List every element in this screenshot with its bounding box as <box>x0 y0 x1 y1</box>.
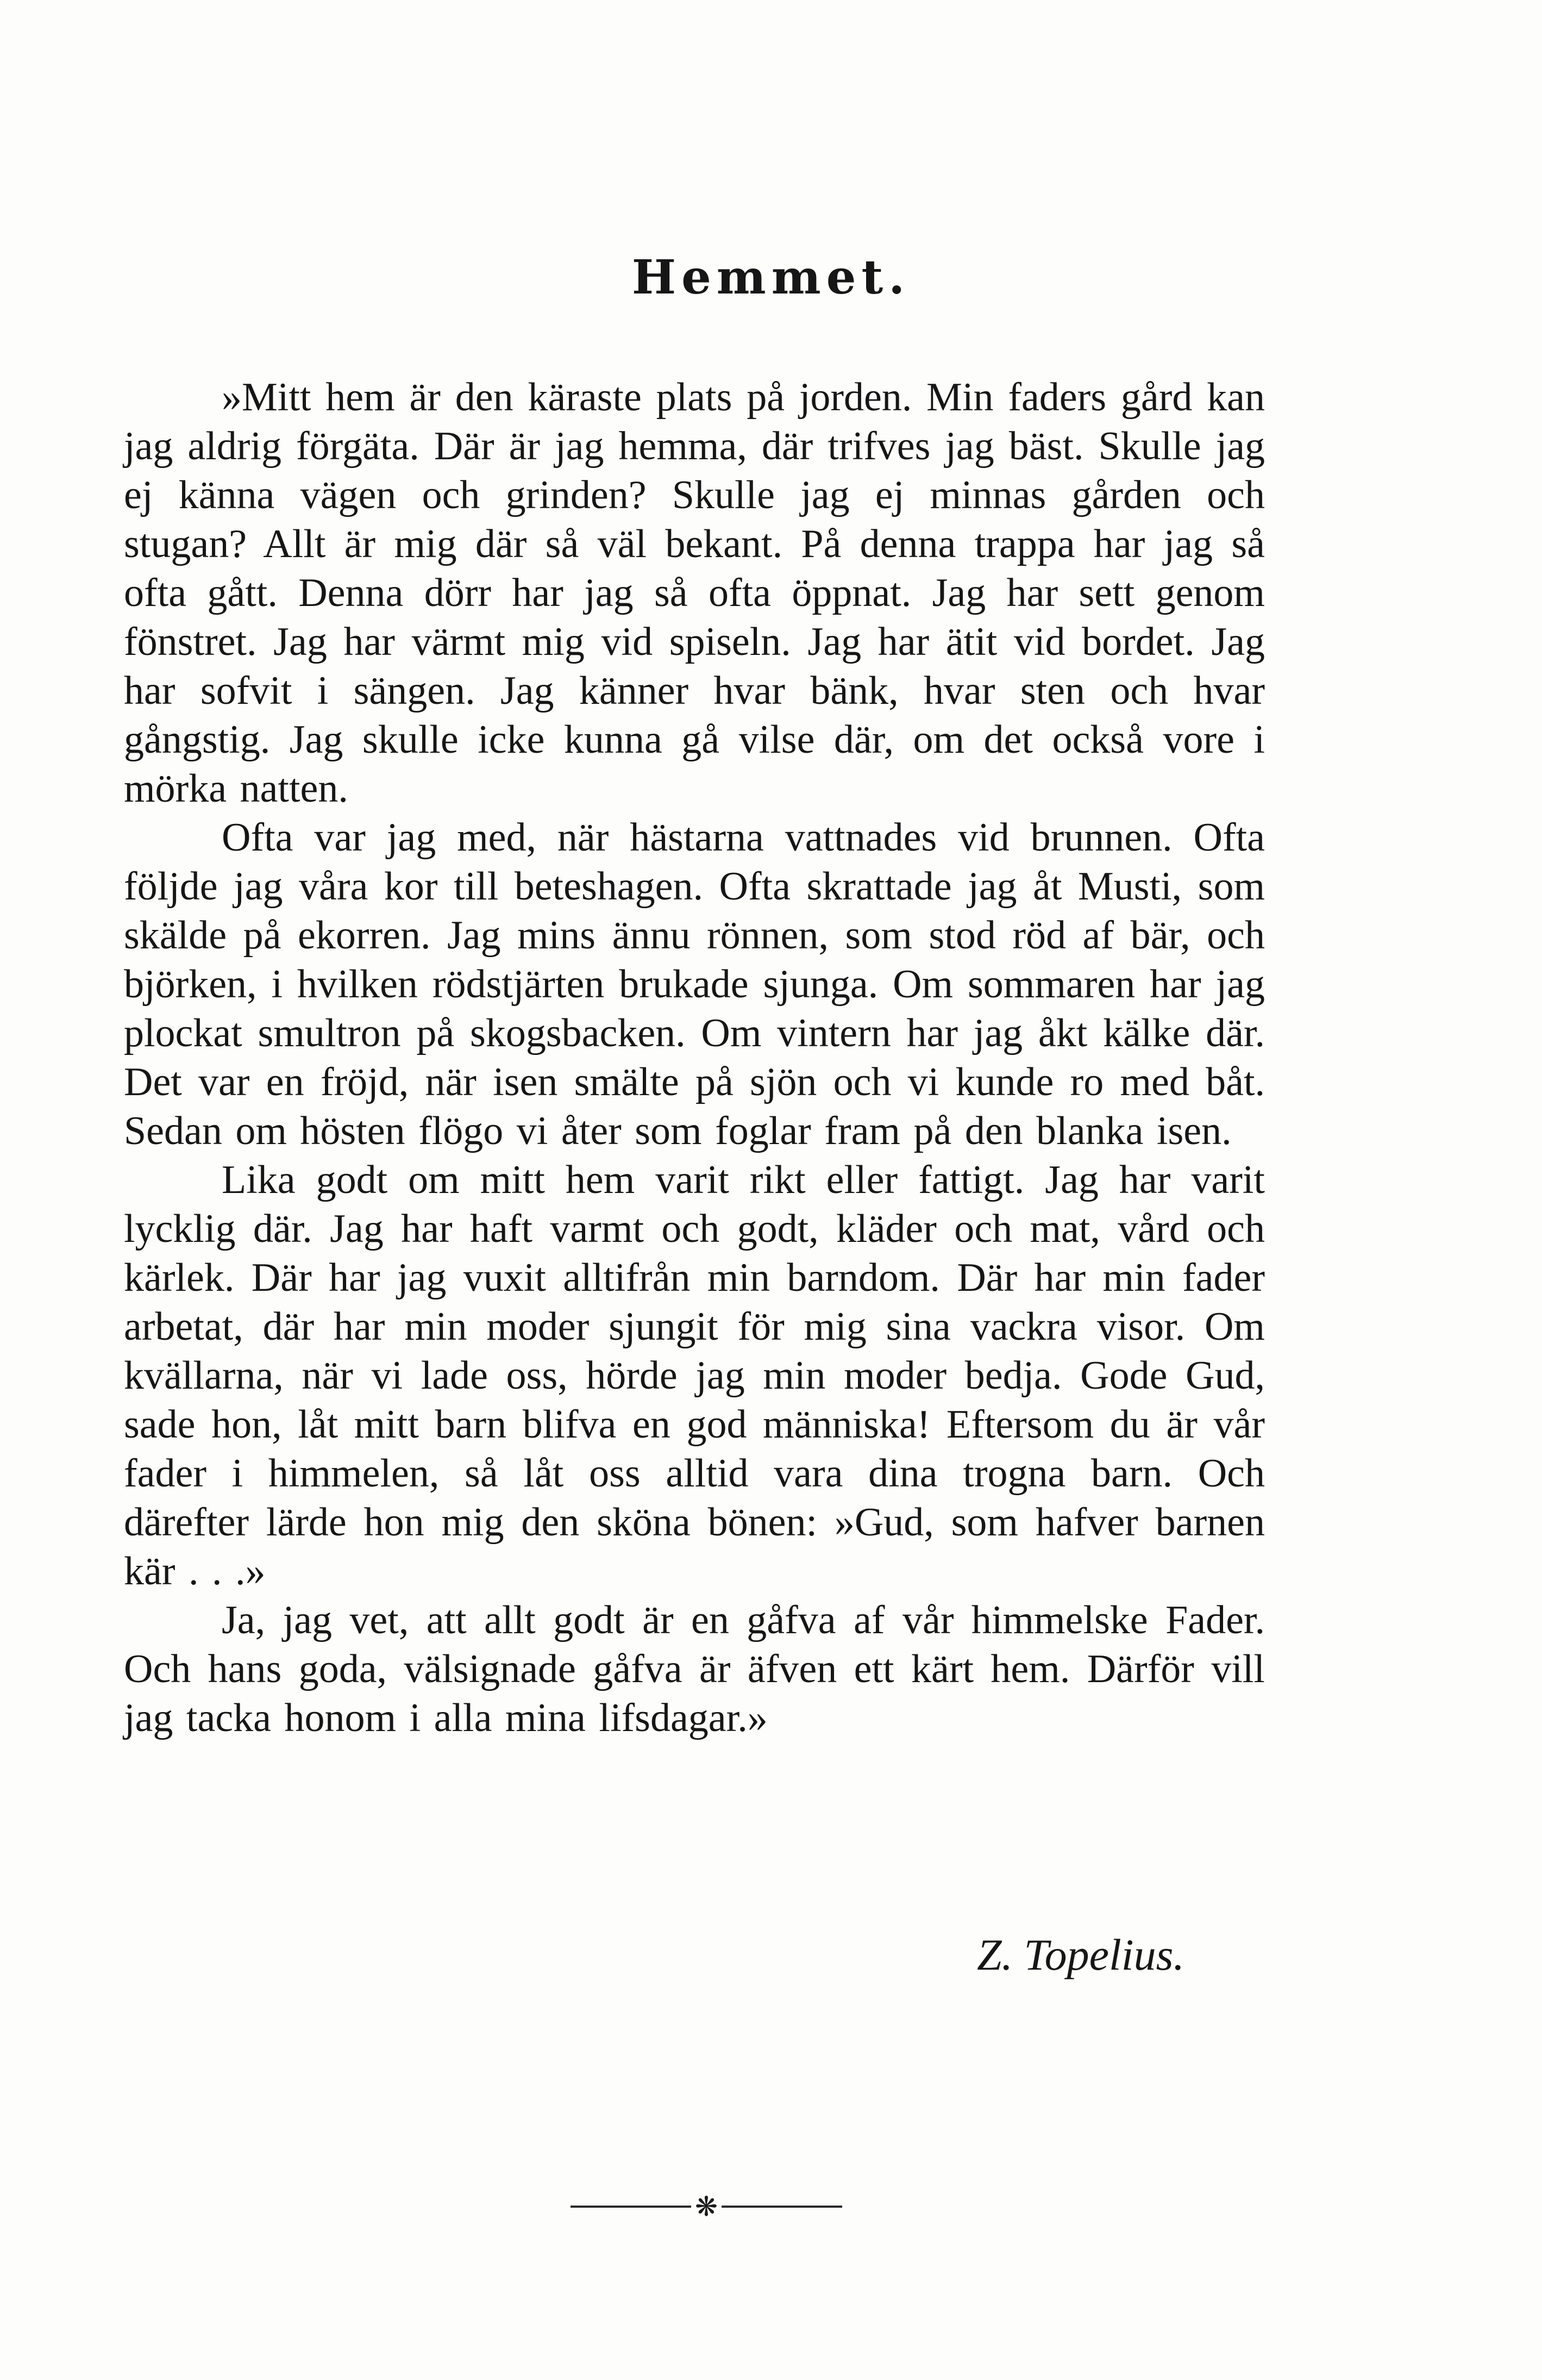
page-title: Hemmet. <box>631 250 911 305</box>
body-text <box>124 373 1265 1742</box>
end-ornament <box>571 2190 842 2223</box>
paragraph-3: Lika godt om mitt hem varit rikt eller fattigt. Jag har varit lycklig där. Jag har haft varmt och godt, kläder och mat, vård och kärlek. Där har jag vuxit alltifrån min barndom. Där har min fader arbetat, där har min moder sjungit för mig sina vackra visor. Om kvällarna, när vi lade oss, hörde jag min moder bedja. Gode Gud, sade hon, låt mitt barn blifva en god människa! Eftersom du är vår fader i himmelen, så låt oss alltid vara dina trogna barn. Och därefter lärde hon mig den sköna bönen: »Gud, som hafver barnen kär . . .» <box>124 1158 1265 1594</box>
paragraph-2: Ofta var jag med, när hästarna vattnades vid brunnen. Ofta följde jag våra kor till beteshagen. Ofta skrattade jag åt Musti, som skälde på ekorren. Jag mins ännu rönnen, som stod röd af bär, och björken, i hvilken rödstjärten brukade sjunga. Om sommaren har jag plockat smultron på skogsbacken. Om vintern har jag åkt kälke där. Det var en fröjd, när isen smälte på sjön och vi kunde ro med båt. Sedan om hösten flögo vi åter som foglar fram på den blanka isen. <box>124 815 1265 1153</box>
paragraph-4: Ja, jag vet, att allt godt är en gåfva af vår himmelske Fader. Och hans goda, välsignade gåfva är äfven ett kärt hem. Därför vill jag tacka honom i alla mina lifsdagar.» <box>124 1598 1265 1740</box>
ornament-right-rule <box>722 2206 842 2208</box>
paragraph-1: »Mitt hem är den käraste plats på jorden. Min faders gård kan jag aldrig förgäta. Där är jag hemma, där trifves jag bäst. Skulle jag ej känna vägen och grinden? Skulle jag ej minnas gården och stugan? Allt är mig där så väl bekant. På denna trappa har jag så ofta gått. Denna dörr har jag så ofta öppnat. Jag har sett genom fönstret. Jag har värmt mig vid spiseln. Jag har ätit vid bordet. Jag har sofvit i sängen. Jag känner hvar bänk, hvar sten och hvar gångstig. Jag skulle icke kunna gå vilse där, om det också vore i mörka natten. <box>124 375 1265 811</box>
floral-ornament-icon: ❋ <box>695 2191 718 2222</box>
ornament-left-rule <box>571 2206 691 2208</box>
author-signature: Z. Topelius. <box>976 1930 1184 1979</box>
